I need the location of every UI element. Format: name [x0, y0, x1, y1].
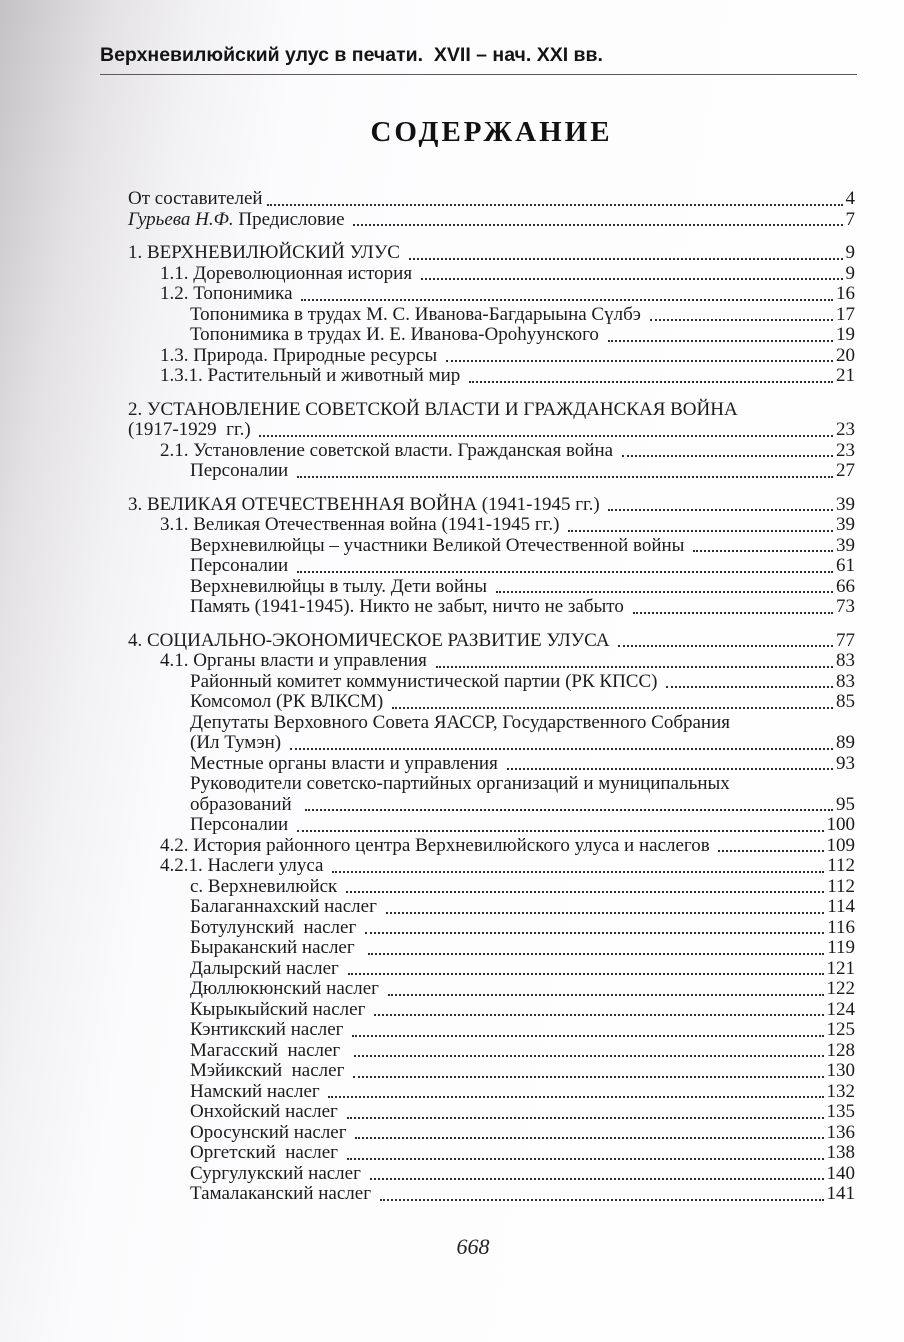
toc-entry — [128, 346, 855, 367]
toc-entry-page-number: 119 — [827, 937, 855, 958]
toc-entry-page-number: 27 — [836, 460, 855, 481]
toc-entry — [128, 243, 855, 264]
toc-entry — [128, 856, 855, 877]
toc-entry-title: Персоналии — [190, 555, 293, 576]
toc-dotted-leader — [496, 591, 833, 593]
toc-entry-title: Кэнтикский наслег — [190, 1019, 349, 1040]
toc-entry — [128, 713, 855, 734]
toc-entry-title: с. Верхневилюйск — [190, 875, 343, 897]
toc-entry-page-number: 135 — [826, 1101, 855, 1122]
toc-entry-title: Мэйикский наслег — [190, 1060, 350, 1081]
toc-entry-page-number: 116 — [827, 916, 855, 938]
toc-entry-title: образований — [190, 793, 302, 815]
toc-dotted-leader — [718, 850, 823, 852]
toc-entry-title: Балаганнахский наслег — [190, 896, 382, 917]
toc-dotted-leader — [650, 319, 833, 321]
toc-entry-page-number: 122 — [826, 978, 855, 999]
toc-entry-page-number: 89 — [836, 732, 855, 753]
toc-entry-title: Руководители советско-партийных организаций и муниципальных — [190, 773, 730, 794]
toc-dotted-leader — [380, 1199, 824, 1201]
toc-dotted-leader — [267, 204, 843, 206]
toc-dotted-leader — [297, 830, 824, 832]
toc-entry-title: (Ил Тумэн) — [190, 732, 286, 753]
toc-entry — [128, 651, 855, 672]
toc-entry-title: Оросунский наслег — [190, 1121, 352, 1143]
toc-list — [128, 189, 855, 1205]
toc-entry-title: От составителей — [128, 188, 263, 209]
toc-entry-page-number: 93 — [836, 752, 855, 774]
toc-entry-title: 1.3. Природа. Природные ресурсы — [160, 344, 442, 366]
toc-entry-page-number: 132 — [826, 1080, 855, 1102]
toc-dotted-leader — [666, 686, 833, 688]
toc-entry-page-number: 138 — [826, 1142, 855, 1163]
toc-dotted-leader — [608, 340, 833, 342]
toc-entry — [128, 556, 855, 577]
toc-entry-page-number: 16 — [836, 283, 855, 304]
toc-entry — [128, 979, 855, 1000]
toc-entry — [128, 1082, 855, 1103]
toc-entry-page-number: 9 — [845, 242, 855, 263]
toc-entry-page-number: 39 — [836, 514, 855, 535]
toc-dotted-leader — [507, 768, 833, 770]
toc-entry — [128, 597, 855, 618]
toc-entry-page-number: 128 — [826, 1039, 855, 1061]
toc-entry-title: Гурьева Н.Ф. Предисловие — [128, 208, 350, 230]
toc-entry — [128, 461, 855, 482]
toc-entry-title: Дюллюкюнский наслег — [190, 978, 384, 999]
toc-entry-page-number: 20 — [836, 344, 855, 366]
folio-page-number: 668 — [456, 1234, 490, 1259]
toc-entry — [128, 959, 855, 980]
toc-entry — [128, 284, 855, 305]
toc-entry-page-number: 83 — [836, 650, 855, 671]
toc-entry — [128, 400, 855, 421]
toc-dotted-leader — [409, 258, 843, 260]
toc-entry-page-number: 61 — [836, 555, 855, 576]
toc-entry — [128, 305, 855, 326]
toc-dotted-leader — [332, 871, 824, 873]
toc-entry-title: 3.1. Великая Отечественная война (1941-1945 гг.) — [160, 514, 565, 535]
toc-entry-page-number: 100 — [826, 814, 855, 835]
toc-entry-page-number: 66 — [836, 575, 855, 597]
toc-entry — [128, 795, 855, 816]
toc-entry-page-number: 141 — [826, 1183, 855, 1204]
toc-dotted-leader — [346, 891, 824, 893]
toc-dotted-leader — [353, 1076, 823, 1078]
toc-entry-title: Кырыкыйский наслег — [190, 998, 371, 1020]
toc-section-gap — [128, 387, 855, 400]
toc-entry-title: Топонимика в трудах М. С. Иванова-Багдарыына Сүлбэ — [190, 303, 646, 325]
toc-entry — [128, 1102, 855, 1123]
toc-dotted-leader — [693, 550, 833, 552]
toc-entry-title: Онхойский наслег — [190, 1101, 343, 1122]
toc-dotted-leader — [386, 912, 825, 914]
toc-entry-page-number: 73 — [836, 596, 855, 617]
toc-entry-page-number: 17 — [836, 303, 855, 325]
toc-entry — [128, 774, 855, 795]
toc-entry — [128, 366, 855, 387]
toc-dotted-leader — [328, 1096, 823, 1098]
toc-entry — [128, 1020, 855, 1041]
toc-dotted-leader — [436, 666, 833, 668]
toc-entry-page-number: 112 — [827, 875, 855, 897]
toc-section-gap — [128, 618, 855, 631]
toc-entry-page-number: 23 — [836, 439, 855, 461]
toc-entry — [128, 1143, 855, 1164]
toc-entry-page-number: 77 — [836, 629, 855, 651]
toc-entry-page-number: 23 — [836, 419, 855, 440]
toc-entry-page-number: 39 — [836, 493, 855, 515]
toc-entry-title: 3. ВЕЛИКАЯ ОТЕЧЕСТВЕННАЯ ВОЙНА (1941-1945 гг.) — [128, 493, 605, 515]
toc-entry — [128, 877, 855, 898]
toc-entry-title: Топонимика в трудах И. Е. Иванова-Ороһуунского — [190, 324, 604, 345]
toc-entry-title: Далырский наслег — [190, 957, 344, 979]
toc-entry-title: Сургулукский наслег — [190, 1162, 366, 1184]
toc-entry-title: Персоналии — [190, 814, 293, 835]
toc-dotted-leader — [421, 278, 843, 280]
toc-entry — [128, 692, 855, 713]
toc-dotted-leader — [618, 645, 833, 647]
toc-entry — [128, 918, 855, 939]
toc-entry — [128, 897, 855, 918]
toc-entry-page-number: 114 — [827, 896, 855, 917]
toc-section-gap — [128, 482, 855, 495]
toc-dotted-leader — [259, 435, 833, 437]
toc-entry — [128, 1123, 855, 1144]
toc-entry — [128, 189, 855, 210]
toc-dotted-leader — [374, 1014, 823, 1016]
toc-entry-title: 1.3.1. Растительный и животный мир — [160, 365, 466, 386]
toc-entry-page-number: 109 — [826, 834, 855, 856]
toc-entry-title: 4.1. Органы власти и управления — [160, 650, 432, 671]
toc-entry — [128, 815, 855, 836]
toc-entry-title: Районный комитет коммунистической партии (РК КПСС) — [190, 670, 663, 692]
toc-dotted-leader — [446, 360, 833, 362]
toc-dotted-leader — [365, 932, 824, 934]
toc-entry-title: Верхневилюйцы – участники Великой Отечественной войны — [190, 534, 690, 556]
toc-entry — [128, 1061, 855, 1082]
toc-dotted-leader — [355, 1137, 823, 1139]
toc-entry-page-number: 140 — [826, 1162, 855, 1184]
toc-dotted-leader — [353, 224, 842, 226]
toc-dotted-leader — [352, 1035, 823, 1037]
toc-entry — [128, 754, 855, 775]
toc-dotted-leader — [622, 455, 833, 457]
toc-entry-page-number: 124 — [826, 998, 855, 1020]
toc-dotted-leader — [388, 994, 824, 996]
toc-entry — [128, 536, 855, 557]
toc-entry-title: Депутаты Верховного Совета ЯАССР, Государственного Собрания — [190, 711, 731, 733]
toc-entry-page-number: 9 — [845, 262, 855, 284]
toc-entry-title: Персоналии — [190, 460, 293, 481]
toc-entry — [128, 515, 855, 536]
toc-entry-page-number: 83 — [836, 670, 855, 692]
toc-entry-title: 1. ВЕРХНЕВИЛЮЙСКИЙ УЛУС — [128, 242, 405, 263]
toc-entry-title: 4.2. История районного центра Верхневилюйского улуса и наслегов — [160, 834, 715, 856]
toc-entry-title: Ботулунский наслег — [190, 916, 362, 938]
toc-entry-page-number: 19 — [836, 324, 855, 345]
toc-entry-page-number: 125 — [826, 1019, 855, 1040]
toc-dotted-leader — [370, 1178, 824, 1180]
toc-entry-title: Магасский наслег — [190, 1039, 350, 1061]
toc-entry-page-number: 121 — [826, 957, 855, 979]
toc-entry-page-number: 21 — [836, 365, 855, 386]
toc-dotted-leader — [348, 973, 824, 975]
toc-entry-title: Верхневилюйцы в тылу. Дети войны — [190, 575, 492, 597]
toc-entry-page-number: 7 — [845, 208, 855, 230]
toc-entry — [128, 495, 855, 516]
toc-dotted-leader — [354, 1055, 824, 1057]
toc-entry-title: Местные органы власти и управления — [190, 752, 503, 774]
toc-entry-title: 2.1. Установление советской власти. Гражданская война — [160, 439, 618, 461]
toc-entry-title: Намский наслег — [190, 1080, 325, 1102]
toc-entry-title: 1.1. Дореволюционная история — [160, 262, 417, 284]
toc-dotted-leader — [297, 571, 833, 573]
page-title: СОДЕРЖАНИЕ — [370, 116, 613, 148]
toc-entry — [128, 836, 855, 857]
toc-entry-title: 4.2.1. Наслеги улуса — [160, 855, 329, 876]
toc-entry — [128, 1041, 855, 1062]
toc-entry-page-number: 95 — [836, 793, 855, 815]
toc-entry — [128, 938, 855, 959]
toc-dotted-leader — [297, 476, 833, 478]
toc-dotted-leader — [305, 809, 833, 811]
toc-entry-title: Тамалаканский наслег — [190, 1183, 376, 1204]
toc-dotted-leader — [301, 299, 833, 301]
toc-entry — [128, 672, 855, 693]
toc-entry — [128, 577, 855, 598]
toc-dotted-leader — [633, 612, 833, 614]
toc-dotted-leader — [469, 381, 833, 383]
running-header — [100, 44, 857, 75]
toc-entry-author: Гурьева Н.Ф. — [128, 208, 239, 230]
toc-entry-title: 2. УСТАНОВЛЕНИЕ СОВЕТСКОЙ ВЛАСТИ И ГРАЖДАНСКАЯ ВОЙНА — [128, 398, 738, 420]
toc-entry-title: Оргетский наслег — [190, 1142, 343, 1163]
toc-entry-page-number: 85 — [836, 691, 855, 712]
running-header-text: Верхневилюйский улус в печати. XVII – нач. XXI вв. — [100, 44, 603, 66]
toc-dotted-leader — [347, 1158, 824, 1160]
toc-entry-page-number: 4 — [845, 188, 855, 209]
toc-entry-title: 1.2. Топонимика — [160, 283, 298, 304]
toc-entry — [128, 264, 855, 285]
toc-entry-title: Быраканский наслег — [190, 937, 365, 958]
toc-entry — [128, 420, 855, 441]
toc-entry — [128, 1000, 855, 1021]
toc-entry — [128, 733, 855, 754]
toc-entry-page-number: 39 — [836, 534, 855, 556]
toc-entry — [128, 1184, 855, 1205]
toc-entry-page-number: 136 — [826, 1121, 855, 1143]
toc-entry-title: Память (1941-1945). Никто не забыт, ничто не забыто — [190, 596, 629, 617]
toc-entry-page-number: 112 — [827, 855, 855, 876]
toc-dotted-leader — [568, 530, 833, 532]
toc-entry — [128, 631, 855, 652]
toc-dotted-leader — [392, 707, 833, 709]
toc-dotted-leader — [608, 509, 833, 511]
toc-entry — [128, 441, 855, 462]
toc-entry-title: Комсомол (РК ВЛКСМ) — [190, 691, 388, 712]
toc-dotted-leader — [290, 748, 833, 750]
toc-entry-title: (1917-1929 гг.) — [128, 419, 256, 440]
toc-dotted-leader — [368, 953, 824, 955]
header-rule — [100, 74, 857, 75]
toc-entry — [128, 210, 855, 231]
toc-entry-title: 4. СОЦИАЛЬНО-ЭКОНОМИЧЕСКОЕ РАЗВИТИЕ УЛУСА — [128, 629, 615, 651]
toc-entry — [128, 1164, 855, 1185]
toc-entry-page-number: 130 — [826, 1060, 855, 1081]
toc-dotted-leader — [347, 1117, 824, 1119]
toc-entry — [128, 325, 855, 346]
